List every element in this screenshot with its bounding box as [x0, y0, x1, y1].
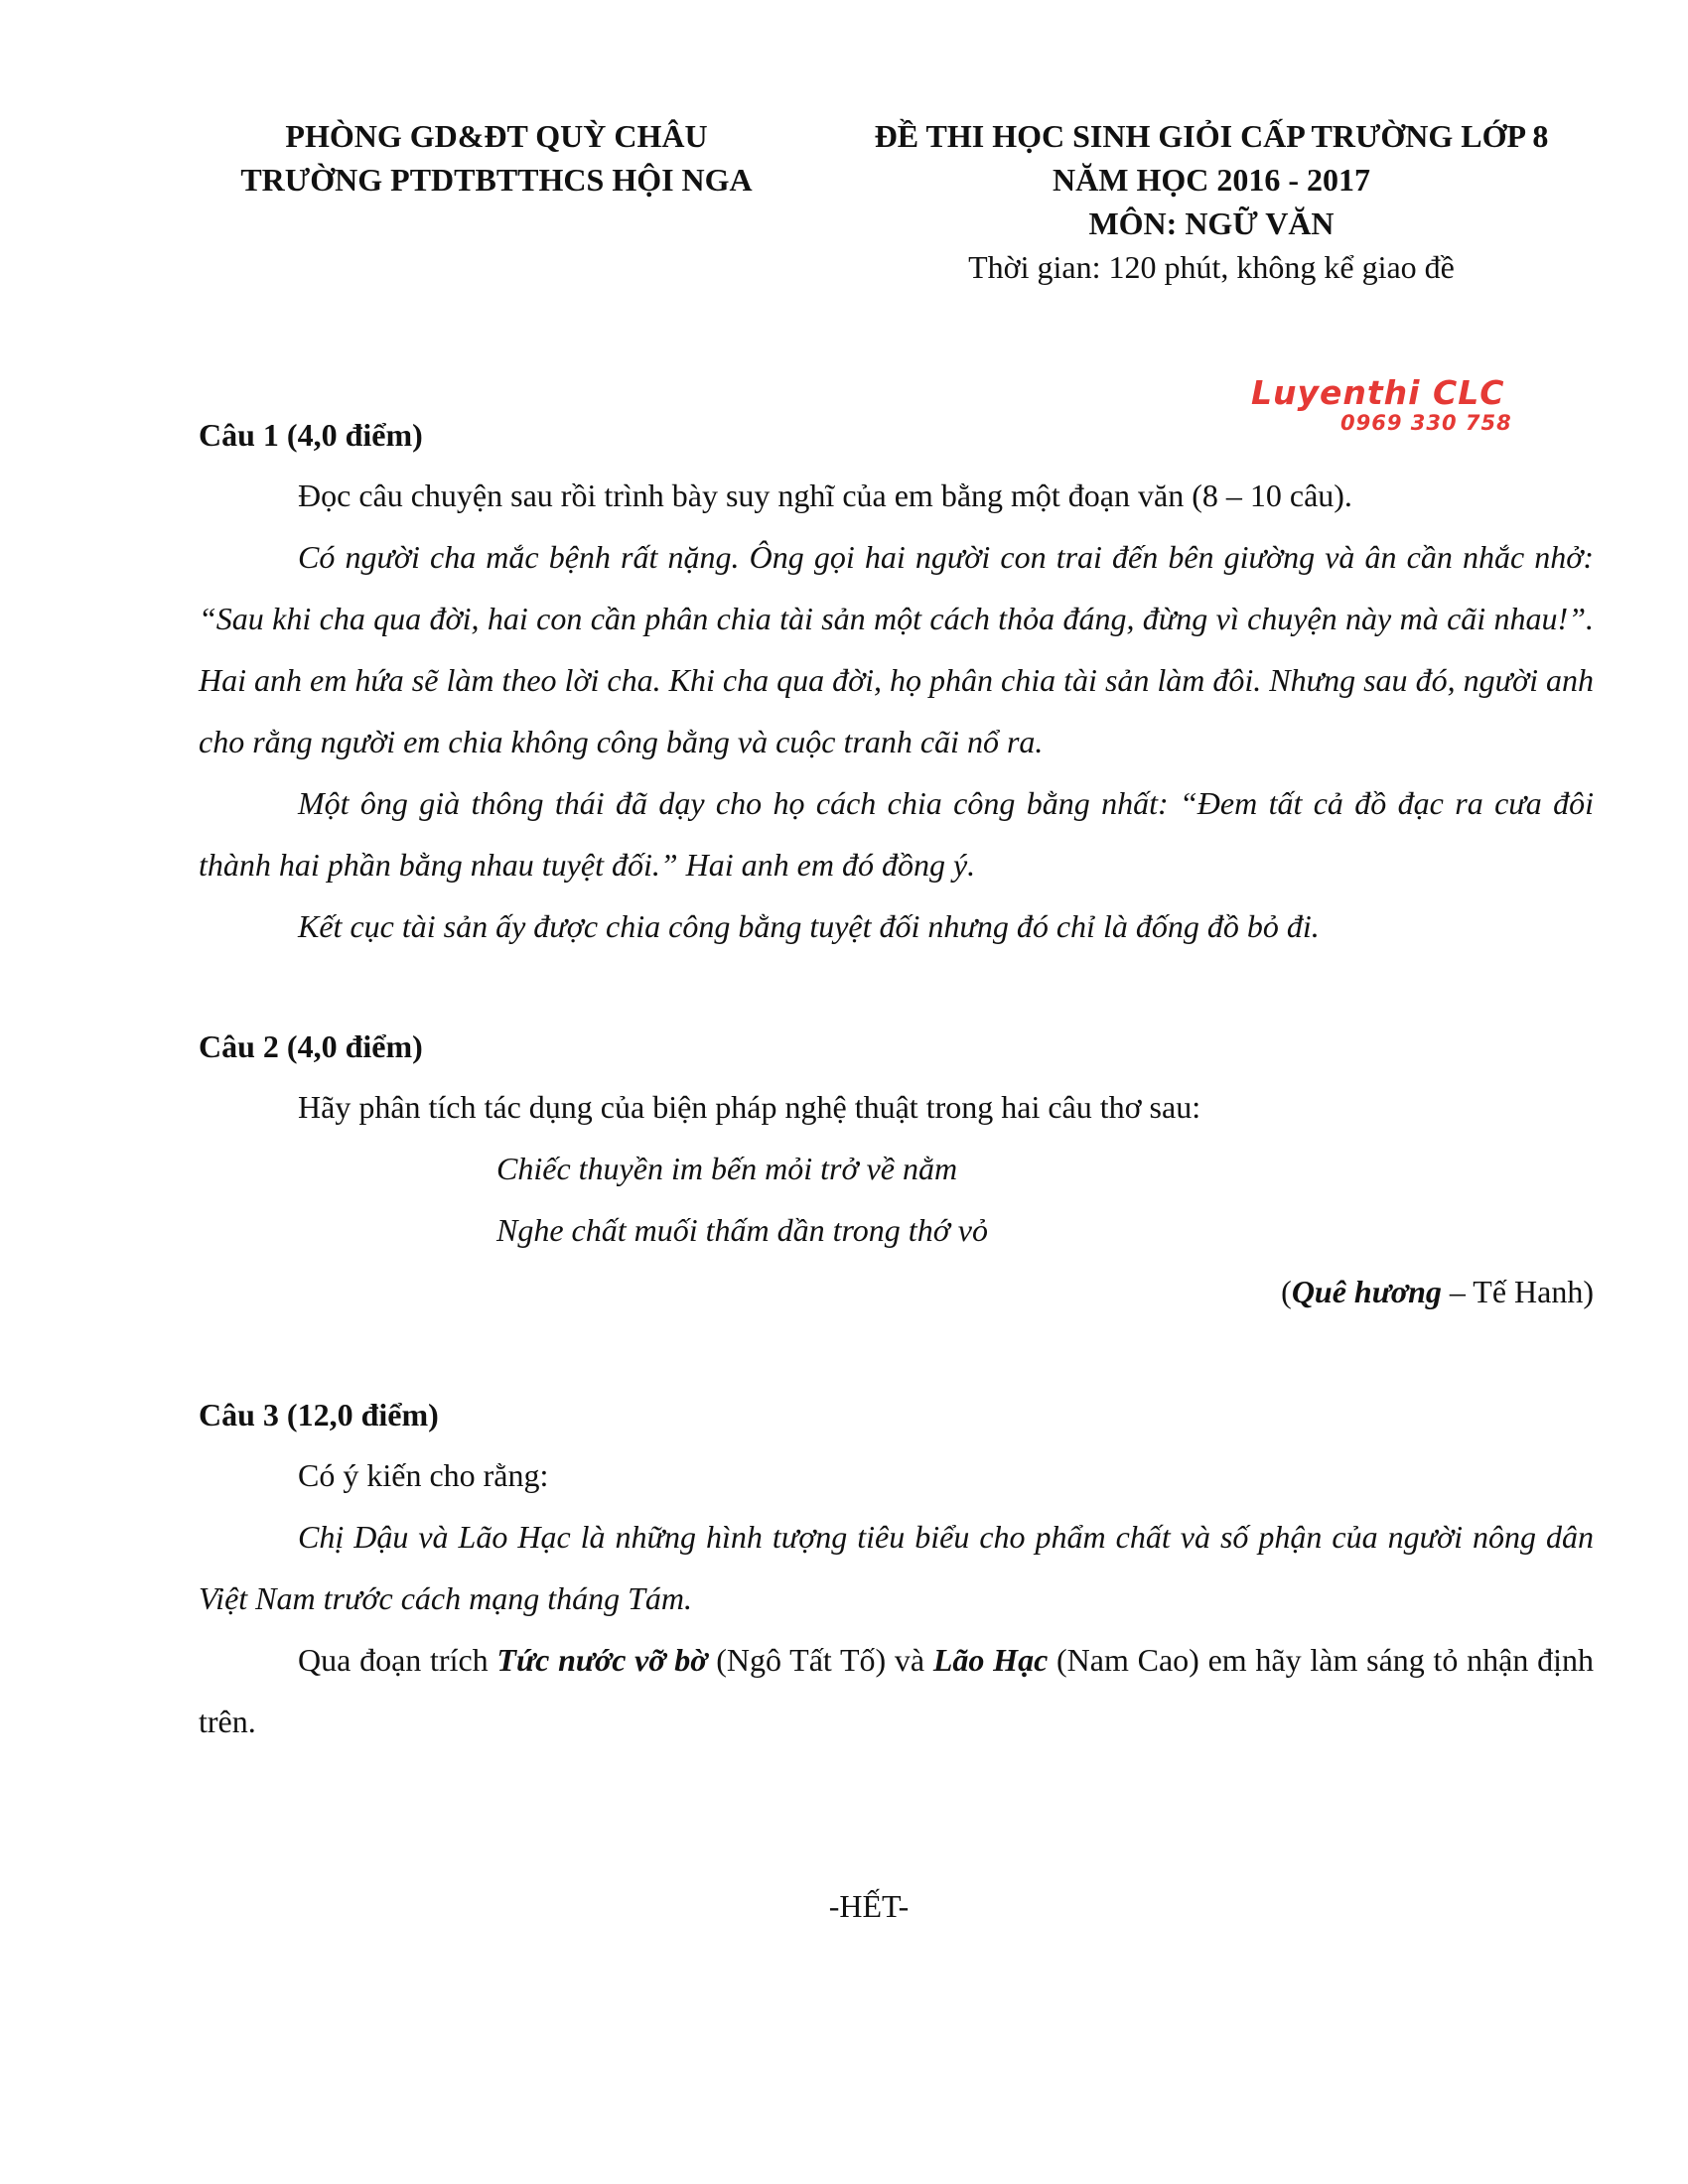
- question-1: [199, 415, 1594, 957]
- watermark-brand: Luyenthi CLC: [1251, 373, 1505, 412]
- task-text-2: (Ngô Tất Tố) và: [707, 1642, 933, 1678]
- poem-line-1: Chiếc thuyền im bến mỏi trở về nằm: [496, 1151, 958, 1186]
- question-2: [199, 1026, 1594, 1322]
- poem-line-2: Nghe chất muối thấm dần trong thớ vỏ: [496, 1212, 988, 1248]
- question-2-title: Câu 2 (4,0 điểm): [199, 1028, 423, 1064]
- watermark-phone: 0969 330 758: [1340, 411, 1512, 435]
- end-marker: [0, 1886, 1688, 1926]
- question-3: [199, 1395, 1594, 1752]
- citation-author: – Tế Hanh): [1441, 1274, 1594, 1309]
- story-paragraph-2: Một ông già thông thái đã dạy cho họ cách chia công bằng nhất: “Đem tất cả đồ đạc ra cưa đôi thành hai phần bằng nhau tuyệt đối.” Hai anh em đó đồng ý.: [199, 785, 1594, 883]
- task-work-2: Lão Hạc: [932, 1642, 1049, 1678]
- end-text: -HẾT-: [828, 1888, 910, 1924]
- story-paragraph-1: Có người cha mắc bệnh rất nặng. Ông gọi hai người con trai đến bên giường và ân cần nhắc nhở: “Sau khi cha qua đời, hai con cần phân chia tài sản một cách thỏa đáng, đừng vì chuyện này mà cãi nhau!”. Hai anh em hứa sẽ làm theo lời cha. Khi cha qua đời, họ phân chia tài sản làm đôi. Nhưng sau đó, người anh cho rằng người em chia không công bằng và cuộc tranh cãi nổ ra.: [199, 539, 1594, 759]
- question-3-intro: Có ý kiến cho rằng:: [298, 1457, 549, 1493]
- question-2-prompt: Hãy phân tích tác dụng của biện pháp nghệ thuật trong hai câu thơ sau:: [298, 1089, 1201, 1125]
- task-text-3: (Nam Cao) em hãy làm sáng tỏ nhận định trên.: [199, 1642, 1594, 1739]
- question-3-opinion: Chị Dậu và Lão Hạc là những hình tượng tiêu biểu cho phẩm chất và số phận của người nông dân Việt Nam trước cách mạng tháng Tám.: [199, 1519, 1594, 1616]
- story-paragraph-3: Kết cục tài sản ấy được chia công bằng tuyệt đối nhưng đó chỉ là đống đồ bỏ đi.: [298, 908, 1320, 944]
- school-year: NĂM HỌC 2016 - 2017: [1053, 162, 1370, 198]
- time-limit: Thời gian: 120 phút, không kể giao đề: [968, 249, 1455, 285]
- header-right: [814, 114, 1609, 289]
- question-1-prompt: Đọc câu chuyện sau rồi trình bày suy nghĩ của em bằng một đoạn văn (8 – 10 câu).: [298, 478, 1352, 513]
- exam-title: ĐỀ THI HỌC SINH GIỎI CẤP TRƯỜNG LỚP 8: [874, 118, 1549, 154]
- citation-work: Quê hương: [1291, 1274, 1442, 1309]
- subject: MÔN: NGỮ VĂN: [1088, 205, 1335, 241]
- question-1-title: Câu 1 (4,0 điểm): [199, 417, 423, 453]
- task-text-1: Qua đoạn trích: [298, 1642, 497, 1678]
- school-name: TRƯỜNG PTDTBTTHCS HỘI NGA: [240, 162, 753, 198]
- citation-open: (: [1281, 1274, 1292, 1309]
- header-left: [199, 114, 794, 202]
- question-3-title: Câu 3 (12,0 điểm): [199, 1397, 439, 1433]
- poem-citation: [199, 1261, 1594, 1322]
- task-work-1: Tức nước vỡ bờ: [496, 1642, 708, 1678]
- department-name: PHÒNG GD&ĐT QUỲ CHÂU: [285, 118, 708, 154]
- question-3-task: [199, 1629, 1594, 1752]
